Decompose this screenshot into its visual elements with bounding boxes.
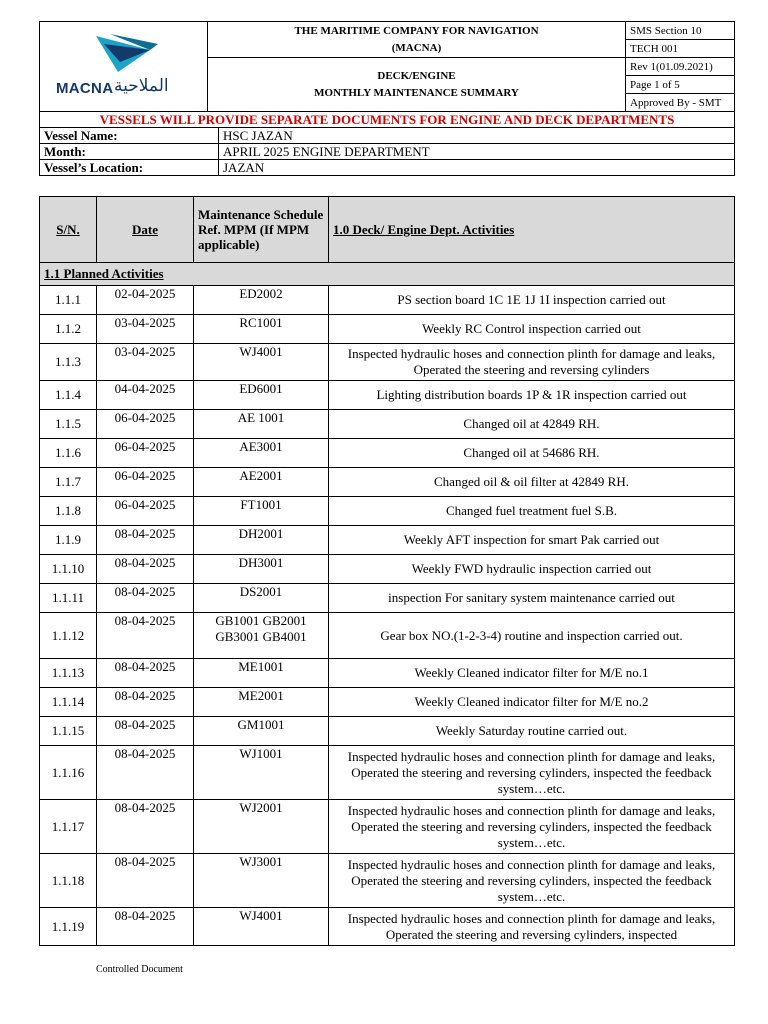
header-ref: Maintenance Schedule Ref. MPM (If MPM applicable) [194, 197, 329, 263]
logo-arabic-text: الملاحية [114, 76, 169, 96]
company-line-2: (MACNA) [391, 41, 442, 54]
row-sn: 1.1.1 [40, 286, 97, 315]
row-ref: RC1001 [194, 315, 329, 344]
section-title-text: 1.1 Planned Activities [44, 266, 164, 281]
row-date: 08-04-2025 [97, 717, 194, 746]
notice-banner: VESSELS WILL PROVIDE SEPARATE DOCUMENTS FOR ENGINE AND DECK DEPARTMENTS [40, 112, 735, 128]
row-date: 06-04-2025 [97, 468, 194, 497]
footer-text: Controlled Document [96, 964, 183, 975]
row-sn: 1.1.2 [40, 315, 97, 344]
row-sn: 1.1.18 [40, 854, 97, 908]
section-title [40, 263, 735, 286]
row-date: 06-04-2025 [97, 497, 194, 526]
row-ref: AE2001 [194, 468, 329, 497]
header-date [97, 197, 194, 263]
row-date: 08-04-2025 [97, 746, 194, 800]
row-date: 08-04-2025 [97, 526, 194, 555]
row-date: 08-04-2025 [97, 584, 194, 613]
table-row [40, 526, 735, 555]
row-date: 06-04-2025 [97, 410, 194, 439]
row-sn: 1.1.19 [40, 908, 97, 946]
maintenance-table [39, 196, 735, 946]
meta-doc-code: TECH 001 [626, 40, 735, 58]
row-date: 08-04-2025 [97, 555, 194, 584]
row-sn: 1.1.16 [40, 746, 97, 800]
row-date: 03-04-2025 [97, 315, 194, 344]
table-row [40, 439, 735, 468]
header-activity-text: 1.0 Deck/ Engine Dept. Activities [333, 221, 515, 237]
row-activity: Changed oil & oil filter at 42849 RH. [329, 468, 735, 497]
table-row [40, 410, 735, 439]
row-ref: FT1001 [194, 497, 329, 526]
row-sn: 1.1.11 [40, 584, 97, 613]
company-logo [40, 22, 217, 110]
row-activity: Lighting distribution boards 1P & 1R inspection carried out [329, 381, 735, 410]
row-sn: 1.1.14 [40, 688, 97, 717]
row-activity: Weekly FWD hydraulic inspection carried out [329, 555, 735, 584]
table-row [40, 584, 735, 613]
row-ref: GM1001 [194, 717, 329, 746]
row-ref: GB1001 GB2001 GB3001 GB4001 [194, 613, 329, 659]
company-line-1: THE MARITIME COMPANY FOR NAVIGATION [294, 24, 539, 37]
table-row [40, 908, 735, 946]
meta-revision: Rev 1(01.09.2021) [626, 58, 735, 76]
header-date-text: Date [132, 221, 158, 237]
table-row [40, 746, 735, 800]
document-header [39, 21, 735, 112]
row-ref: WJ3001 [194, 854, 329, 908]
row-activity: Changed oil at 54686 RH. [329, 439, 735, 468]
row-date: 08-04-2025 [97, 908, 194, 946]
row-activity: Inspected hydraulic hoses and connection plinth for damage and leaks, Operated the steering and reversing cylinders [329, 344, 735, 381]
meta-page: Page 1 of 5 [626, 76, 735, 94]
row-activity: Inspected hydraulic hoses and connection plinth for damage and leaks, Operated the steering and reversing cylinders, inspected the feedback system…etc. [329, 800, 735, 854]
row-activity: PS section board 1C 1E 1J 1I inspection carried out [329, 286, 735, 315]
vessel-name-label: Vessel Name: [40, 128, 219, 144]
row-sn: 1.1.6 [40, 439, 97, 468]
document-title [208, 58, 626, 112]
row-ref: WJ4001 [194, 344, 329, 381]
table-row [40, 381, 735, 410]
row-sn: 1.1.15 [40, 717, 97, 746]
row-sn: 1.1.4 [40, 381, 97, 410]
table-row [40, 717, 735, 746]
row-ref: DH3001 [194, 555, 329, 584]
header-activity [329, 197, 735, 263]
row-ref: DS2001 [194, 584, 329, 613]
row-date: 08-04-2025 [97, 800, 194, 854]
vessel-info-table [39, 111, 735, 176]
table-row [40, 854, 735, 908]
row-ref: DH2001 [194, 526, 329, 555]
row-activity: Inspected hydraulic hoses and connection plinth for damage and leaks, Operated the steering and reversing cylinders, inspected [329, 908, 735, 946]
table-row [40, 800, 735, 854]
table-row [40, 688, 735, 717]
row-date: 08-04-2025 [97, 613, 194, 659]
row-ref: ME2001 [194, 688, 329, 717]
table-row [40, 497, 735, 526]
row-activity: Weekly AFT inspection for smart Pak carried out [329, 526, 735, 555]
meta-sms-section: SMS Section 10 [626, 22, 735, 40]
row-ref: AE3001 [194, 439, 329, 468]
table-row [40, 286, 735, 315]
table-row [40, 659, 735, 688]
row-sn: 1.1.8 [40, 497, 97, 526]
row-sn: 1.1.12 [40, 613, 97, 659]
row-activity: Gear box NO.(1-2-3-4) routine and inspection carried out. [329, 613, 735, 659]
row-ref: ME1001 [194, 659, 329, 688]
row-activity: Changed fuel treatment fuel S.B. [329, 497, 735, 526]
month-label: Month: [40, 144, 219, 160]
location-label: Vessel’s Location: [40, 160, 219, 176]
row-activity: Weekly Saturday routine carried out. [329, 717, 735, 746]
table-row [40, 468, 735, 497]
row-activity: Weekly RC Control inspection carried out [329, 315, 735, 344]
doc-line-1: DECK/ENGINE [377, 69, 456, 82]
row-ref: WJ1001 [194, 746, 329, 800]
row-ref: AE 1001 [194, 410, 329, 439]
row-activity: Weekly Cleaned indicator filter for M/E no.1 [329, 659, 735, 688]
logo-text: MACNA [56, 80, 114, 97]
section-row [40, 263, 735, 286]
row-activity: inspection For sanitary system maintenance carried out [329, 584, 735, 613]
row-ref: ED2002 [194, 286, 329, 315]
row-sn: 1.1.5 [40, 410, 97, 439]
row-sn: 1.1.17 [40, 800, 97, 854]
row-date: 03-04-2025 [97, 344, 194, 381]
row-date: 08-04-2025 [97, 688, 194, 717]
row-date: 08-04-2025 [97, 659, 194, 688]
table-row [40, 613, 735, 659]
header-sn [40, 197, 97, 263]
doc-line-2: MONTHLY MAINTENANCE SUMMARY [314, 86, 519, 99]
vessel-name-value: HSC JAZAN [219, 128, 735, 144]
row-ref: ED6001 [194, 381, 329, 410]
row-activity: Inspected hydraulic hoses and connection plinth for damage and leaks, Operated the steering and reversing cylinders, inspected the feedback system…etc. [329, 854, 735, 908]
table-row [40, 344, 735, 381]
row-activity: Inspected hydraulic hoses and connection plinth for damage and leaks, Operated the steering and reversing cylinders, inspected the feedback system…etc. [329, 746, 735, 800]
row-sn: 1.1.9 [40, 526, 97, 555]
row-sn: 1.1.3 [40, 344, 97, 381]
month-value: APRIL 2025 ENGINE DEPARTMENT [219, 144, 735, 160]
row-date: 02-04-2025 [97, 286, 194, 315]
header-sn-text: S/N. [56, 221, 80, 237]
row-ref: WJ4001 [194, 908, 329, 946]
logo-wing-icon [40, 22, 217, 80]
meta-approved: Approved By - SMT [626, 94, 735, 112]
row-date: 06-04-2025 [97, 439, 194, 468]
row-date: 08-04-2025 [97, 854, 194, 908]
row-sn: 1.1.7 [40, 468, 97, 497]
row-sn: 1.1.13 [40, 659, 97, 688]
row-activity: Weekly Cleaned indicator filter for M/E no.2 [329, 688, 735, 717]
table-row [40, 315, 735, 344]
row-ref: WJ2001 [194, 800, 329, 854]
table-row [40, 555, 735, 584]
row-date: 04-04-2025 [97, 381, 194, 410]
location-value: JAZAN [219, 160, 735, 176]
row-sn: 1.1.10 [40, 555, 97, 584]
table-header-row [40, 197, 735, 263]
logo-cell [40, 22, 208, 112]
table-body [40, 286, 735, 946]
company-title [208, 22, 626, 58]
row-activity: Changed oil at 42849 RH. [329, 410, 735, 439]
